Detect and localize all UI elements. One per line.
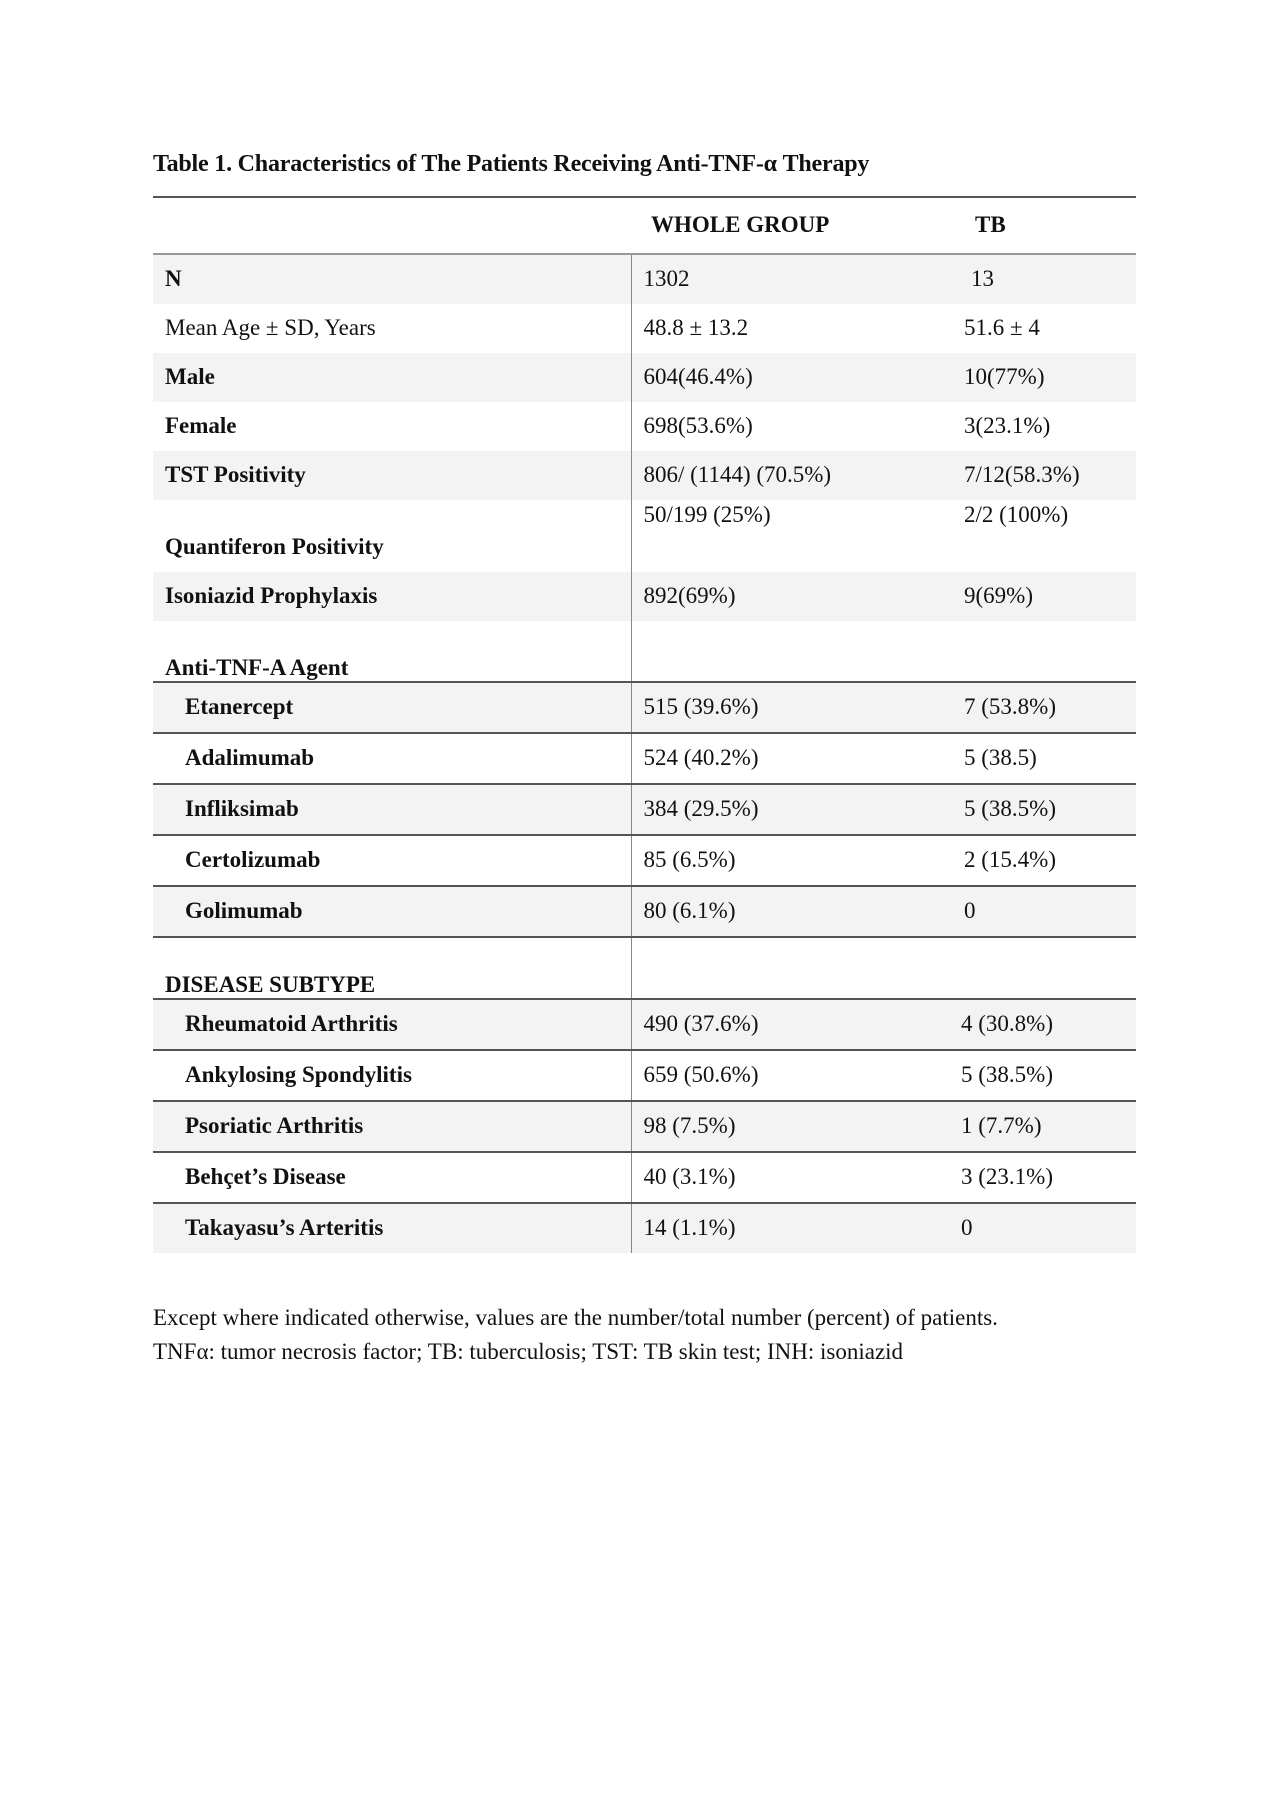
row-label: Mean Age ± SD, Years (165, 315, 376, 341)
tb-value: 13 (961, 254, 1136, 304)
row-label: Etanercept (153, 682, 631, 733)
row-label: TST Positivity (153, 451, 631, 500)
whole-group-value: 892(69%) (631, 572, 961, 621)
whole-group-value: 48.8 ± 13.2 (631, 304, 961, 353)
whole-group-value: 490 (37.6%) (631, 999, 961, 1050)
row-label: Rheumatoid Arthritis (153, 999, 631, 1050)
whole-group-value: 14 (1.1%) (631, 1203, 961, 1253)
whole-group-value: 659 (50.6%) (631, 1050, 961, 1101)
header-tb: TB (961, 198, 1136, 254)
tb-value: 5 (38.5%) (961, 1050, 1136, 1101)
table-footnotes (153, 1301, 1136, 1369)
footnote-values: Except where indicated otherwise, values are the number/total number (percent) of patients. (153, 1304, 998, 1330)
row-label: Female (165, 413, 237, 439)
table-row-mean-age (153, 304, 1136, 353)
tb-value: 7/12(58.3%) (961, 451, 1136, 500)
table-row-tst-positivity (153, 451, 1136, 500)
tb-value: 0 (961, 886, 1136, 937)
whole-group-value: 50/199 (25%) (631, 500, 961, 572)
tb-value: 3(23.1%) (964, 413, 1051, 439)
section-header-disease (153, 937, 1136, 999)
whole-group-value: 604(46.4%) (631, 353, 961, 402)
table-row-rheumatoid-arthritis (153, 999, 1136, 1050)
tb-value: 2 (15.4%) (961, 835, 1136, 886)
whole-group-value: 80 (6.1%) (631, 886, 961, 937)
tb-value: 9(69%) (961, 572, 1136, 621)
header-whole-group: WHOLE GROUP (631, 198, 961, 254)
whole-group-value: 698(53.6%) (631, 402, 961, 451)
tb-value: 51.6 ± 4 (964, 315, 1040, 341)
table-row-adalimumab (153, 733, 1136, 784)
tb-value: 2/2 (100%) (964, 501, 1069, 527)
characteristics-table (153, 198, 1136, 1253)
table-row-certolizumab (153, 835, 1136, 886)
tb-value: 10(77%) (961, 353, 1136, 402)
row-label: Behçet’s Disease (153, 1152, 631, 1203)
table-row-isoniazid (153, 572, 1136, 621)
section-empty-cell (631, 621, 961, 682)
tb-value: 0 (961, 1203, 1136, 1253)
tb-value: 5 (38.5%) (961, 784, 1136, 835)
whole-group-value: 1302 (631, 254, 961, 304)
row-label: Adalimumab (153, 733, 631, 784)
table-row-male (153, 353, 1136, 402)
document-page (153, 150, 1136, 1369)
section-header-agent (153, 621, 1136, 682)
whole-group-value: 515 (39.6%) (631, 682, 961, 733)
row-label: N (153, 254, 631, 304)
table-row-infliksimab (153, 784, 1136, 835)
whole-group-value: 384 (29.5%) (631, 784, 961, 835)
row-label: Psoriatic Arthritis (153, 1101, 631, 1152)
whole-group-value: 40 (3.1%) (631, 1152, 961, 1203)
tb-value: 7 (53.8%) (961, 682, 1136, 733)
row-label: Infliksimab (153, 784, 631, 835)
table-row-ankylosing-spondylitis (153, 1050, 1136, 1101)
header-empty-cell (153, 198, 631, 254)
row-label: Ankylosing Spondylitis (153, 1050, 631, 1101)
table-row-golimumab (153, 886, 1136, 937)
table-row-psoriatic-arthritis (153, 1101, 1136, 1152)
row-label: Takayasu’s Arteritis (153, 1203, 631, 1253)
whole-group-value: 98 (7.5%) (631, 1101, 961, 1152)
tb-value: 5 (38.5) (961, 733, 1136, 784)
table-row-takayasus-arteritis (153, 1203, 1136, 1253)
section-empty-cell (631, 937, 961, 999)
section-label: Anti-TNF-A Agent (153, 621, 631, 682)
tb-value: 3 (23.1%) (961, 1152, 1136, 1203)
row-label: Male (153, 353, 631, 402)
section-label: DISEASE SUBTYPE (153, 937, 631, 999)
footnote-abbreviations: TNFα: tumor necrosis factor; TB: tuberculosis; TST: TB skin test; INH: isoniazid (153, 1338, 904, 1364)
table-header-row (153, 198, 1136, 254)
row-label: Golimumab (153, 886, 631, 937)
tb-value: 4 (30.8%) (961, 999, 1136, 1050)
whole-group-value: 806/ (1144) (70.5%) (631, 451, 961, 500)
table-title: Table 1. Characteristics of The Patients Receiving Anti-TNF-α Therapy (153, 151, 870, 177)
table-row-n (153, 254, 1136, 304)
table-row-etanercept (153, 682, 1136, 733)
row-label: Certolizumab (153, 835, 631, 886)
table-row-female (153, 402, 1136, 451)
section-empty-cell (961, 621, 1136, 682)
table-row-quantiferon (153, 500, 1136, 572)
row-label: Quantiferon Positivity (165, 533, 384, 559)
tb-value: 1 (7.7%) (961, 1101, 1136, 1152)
table-row-behcets-disease (153, 1152, 1136, 1203)
whole-group-value: 85 (6.5%) (631, 835, 961, 886)
section-empty-cell (961, 937, 1136, 999)
whole-group-value: 524 (40.2%) (631, 733, 961, 784)
row-label: Isoniazid Prophylaxis (153, 572, 631, 621)
